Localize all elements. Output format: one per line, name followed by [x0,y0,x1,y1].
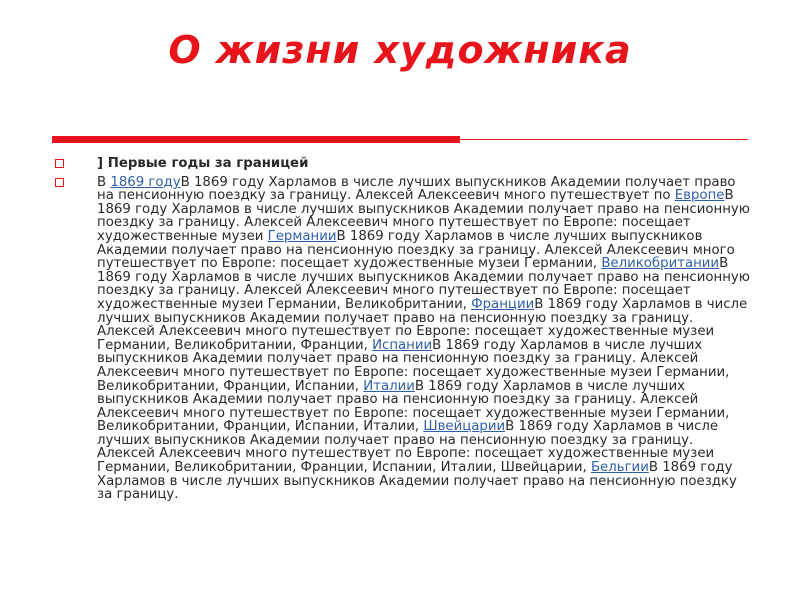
paragraph-segment: В 1869 году Харламов в числе лучших выпускников Академии получает право на пенсионную поездку за границу. Алексей Алексеевич много путешествует по Европе: посещает художественные музеи [97,188,750,244]
paragraph-segment: В 1869 году Харламов в числе лучших выпускников Академии получает право на пенсионную поездку за границу. [97,460,737,503]
title-underline-thin [460,139,748,140]
square-bullet-icon [55,178,64,187]
country-link[interactable]: Франции [471,296,535,312]
country-link[interactable]: Бельгии [590,460,649,476]
paragraph-text [97,175,750,503]
country-link[interactable]: Европе [674,188,725,204]
paragraph-segment: В 1869 году Харламов в числе лучших выпускников Академии получает право на пенсионную поездку за границу. Алексей Алексеевич много путешествует по Европе: посещает художественные музеи Германии, Великобритании, [97,256,750,312]
country-link[interactable]: Великобритании [601,256,720,272]
country-link[interactable]: Германии [267,228,337,244]
section-heading: ] Первые годы за границей [97,156,309,171]
country-link[interactable]: Италии [363,378,415,394]
paragraph-segment: В 1869 году Харламов в числе лучших выпускников Академии получает право на пенсионную поездку за границу. Алексей Алексеевич много путешествует по Европе: посещает художественные музеи Германии, Великобритании, Франции, Испании, Италии, [97,378,730,435]
paragraph-segment: В [97,174,111,190]
title-underline-thick [52,136,460,143]
square-bullet-icon [55,159,64,168]
paragraph-segment: В 1869 году Харламов в числе лучших выпускников Академии получает право на пенсионную поездку за границу. Алексей Алексеевич много путешествует по Европе: посещает художественные музеи Германии, Великобритании, Франции, Испании, Италии, Швейцарии, [97,419,719,476]
list-item-heading [52,157,752,171]
list-item-paragraph [52,176,752,502]
paragraph-segment: В 1869 году Харламов в числе лучших выпускников Академии получает право на пенсионную поездку за границу. Алексей Алексеевич много путешествует по Европе: посещает художественные музеи Германии, Великобритании, Франции, [97,296,748,353]
country-link[interactable]: Испании [372,337,433,353]
country-link[interactable]: Швейцарии [423,419,506,435]
slide-title: О жизни художника [168,28,632,72]
paragraph-segment: В 1869 году Харламов в числе лучших выпускников Академии получает право на пенсионную поездку за границу. Алексей Алексеевич много путешествует по Европе: посещает художественные музеи Германии, [97,228,735,272]
country-link[interactable]: 1869 году [110,174,181,190]
paragraph-segment: В 1869 году Харламов в числе лучших выпускников Академии получает право на пенсионную поездку за границу. Алексей Алексеевич много путешествует по Европе: посещает художественные музеи Германии, Великобритании, Франции, Испании, [97,337,730,394]
paragraph-segment: В 1869 году Харламов в числе лучших выпускников Академии получает право на пенсионную поездку за границу. Алексей Алексеевич много путешествует по [97,174,736,204]
slide-content [52,157,752,507]
